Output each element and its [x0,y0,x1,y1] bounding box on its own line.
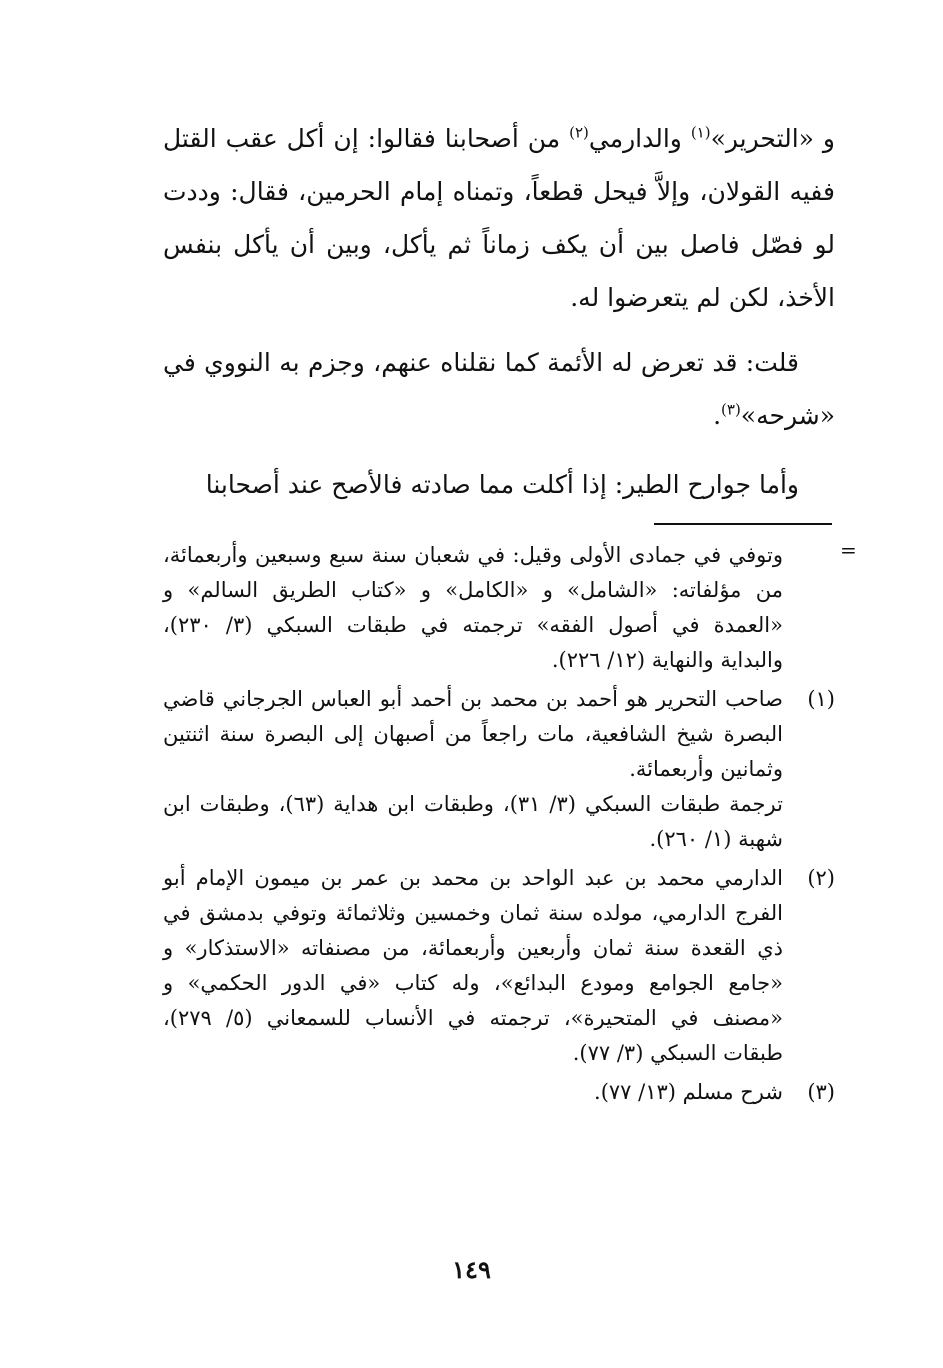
footnote-2-text: الدارمي محمد بن عبد الواحد بن محمد بن عمر بن ميمون الإمام أبو الفرج الدارمي، مولده سنة ثمان وخمسين وثلاثمائة وتوفي بدمشق في ذي القعدة سنة ثمان وأربعين وأربعمائة، من مصنفاته «الاستذكار» و «جامع الجوامع ومودع البدائع»، وله كتاب «في الدور الحكمي» و «مصنف في المتحيرة»، ترجمته في الأنساب للسمعاني (٥/ ٢٧٩)، طبقات السبكي (٣/ ٧٧). [163,866,783,1065]
footnote-2 [163,861,835,1071]
paragraph-1 [163,112,835,324]
footnote-ref-2[interactable]: (٢) [569,123,589,142]
paragraph-2-text-a: قلت: قد تعرض له الأئمة كما نقلناه عنهم، وجزم به النووي في «شرحه» [163,348,835,430]
paragraph-3-text: وأما جوارح الطير: إذا أكلت مما صادته فالأصح عند أصحابنا [205,470,799,499]
footnote-ref-3[interactable]: (٣) [721,400,741,419]
footnote-3-number: (٣) [807,1080,835,1104]
paragraph-1-text-c: من أصحابنا فقالوا: إن أكل عقب القتل ففيه القولان، وإلاَّ فيحل قطعاً، وتمناه إمام الحرمين، فقال: وددت لو فصّل فاصل بين أن يكف زماناً ثم يأكل، وبين أن يأكل بنفس الأخذ، لكن لم يتعرضوا له. [163,124,835,312]
paragraph-1-text-b: والدارمي [588,124,691,153]
footnote-continuation [163,538,835,678]
footnote-3 [163,1075,835,1110]
paragraph-2 [163,336,835,442]
footnotes [163,538,835,1114]
footnote-2-number: (٢) [807,866,835,890]
footnote-1 [163,682,835,857]
footnote-continuation-text: وتوفي في جمادى الأولى وقيل: في شعبان سنة سبع وسبعين وأربعمائة، من مؤلفاته: «الشامل» و «الكامل» و «كتاب الطريق السالم» و «العمدة في أصول الفقه» ترجمته في طبقات السبكي (٣/ ٢٣٠)، والبداية والنهاية (١٢/ ٢٢٦). [163,543,783,672]
footnote-1-text-2: ترجمة طبقات السبكي (٣/ ٣١)، وطبقات ابن هداية (٦٣)، وطبقات ابن شهبة (١/ ٢٦٠). [163,792,783,851]
footnote-ref-1[interactable]: (١) [690,123,711,142]
footnote-1-number: (١) [807,687,835,711]
page-number: ١٤٩ [452,1255,491,1284]
paragraph-3 [163,458,835,511]
paragraph-2-text-b: . [713,401,722,430]
footnote-separator [654,523,832,525]
main-text [163,112,835,511]
continuation-mark: = [840,538,857,562]
footnote-1-text: صاحب التحرير هو أحمد بن محمد بن أحمد أبو العباس الجرجاني قاضي البصرة شيخ الشافعية، مات راجعاً من أصبهان إلى البصرة سنة اثنتين وثمانين وأربعمائة. [163,687,783,781]
footnote-3-text: شرح مسلم (١٣/ ٧٧). [594,1080,783,1104]
paragraph-1-text-a: و «التحرير» [710,124,835,153]
